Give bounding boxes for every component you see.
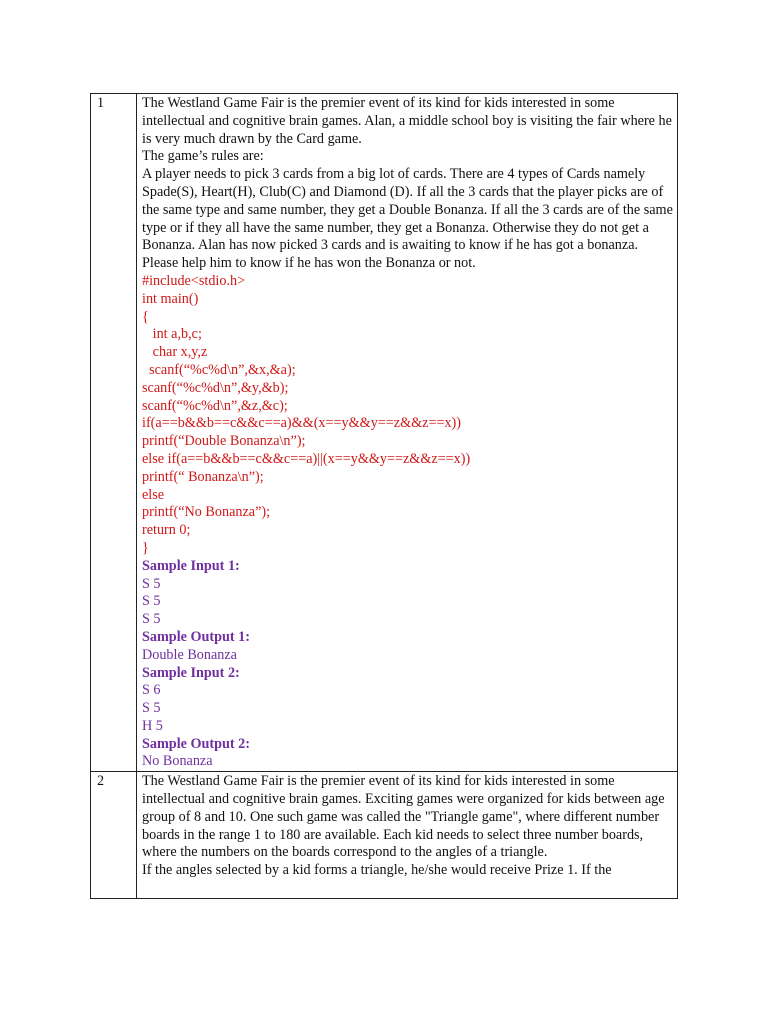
code-line: char x,y,z [142,344,208,361]
problems-table [90,93,678,899]
code-line: scanf(“%c%d\n”,&y,&b); [142,379,289,396]
sample-input-label: Sample Input 2: [142,664,240,681]
code-line: return 0; [142,522,191,539]
problem-statement: The Westland Game Fair is the premier event of its kind for kids interested in some intellectual and cognitive brain games. Alan, a middle school boy is visiting the fair where he is very much drawn by the Card game. [142,95,672,147]
code-line: scanf(“%c%d\n”,&z,&c); [142,397,288,414]
table-row [91,94,678,772]
code-line: } [142,539,149,556]
code-line: #include<stdio.h> [142,272,246,289]
code-line: if(a==b&&b==c&&c==a)&&(x==y&&y==z&&z==x)) [142,415,462,432]
code-line: scanf(“%c%d\n”,&x,&a); [142,361,296,378]
code-line: printf(“No Bonanza”); [142,504,271,521]
table-row [91,772,678,899]
sample-1 [142,558,673,665]
problem-cell [137,772,678,899]
sample-input-label: Sample Input 1: [142,557,240,574]
sample-output-label: Sample Output 1: [142,628,250,645]
code-line: printf(“ Bonanza\n”); [142,468,264,485]
code-block [142,273,673,558]
problem-continuation: If the angles selected by a kid forms a triangle, he/she would receive Prize 1. If the [142,862,612,879]
problem-cell [137,94,678,772]
rules-text: A player needs to pick 3 cards from a big lot of cards. There are 4 types of Cards namely Spade(S), Heart(H), Club(C) and Diamond (D). If all the 3 cards that the player picks are of the same type and same number, they get a Double Bonanza. If all the 3 cards are of the same type or if they all have the same number, they get a Bonanza. Otherwise they do not get a Bonanza. Alan has now picked 3 cards and is awaiting to know if he has got a bonanza. Please help him to know if he has won the Bonanza or not. [142,166,673,272]
sample-input-line: S 5 [142,593,161,610]
sample-output-value: No Bonanza [142,753,213,770]
code-line: printf(“Double Bonanza\n”); [142,433,306,450]
sample-input-line: S 5 [142,611,161,628]
code-line: else [142,486,165,503]
sample-input-line: S 5 [142,700,161,717]
sample-2 [142,665,673,772]
sample-input-line: S 5 [142,575,161,592]
problem-statement: The Westland Game Fair is the premier event of its kind for kids interested in some intellectual and cognitive brain games. Exciting games were organized for kids between age group of 8 and 10. One such game was called the "Triangle game", where different number boards in the range 1 to 180 are available. Each kid needs to select three number boards, where the numbers on the boards correspond to the angles of a triangle. [142,773,665,861]
code-line: { [142,308,149,325]
rules-heading: The game’s rules are: [142,148,264,165]
sample-input-line: S 6 [142,682,161,699]
sample-input-line: H 5 [142,717,163,734]
code-line: int main() [142,290,199,307]
row-number: 1 [91,94,137,772]
row-number: 2 [91,772,137,899]
sample-output-value: Double Bonanza [142,646,237,663]
code-line: else if(a==b&&b==c&&c==a)||(x==y&&y==z&&z==x)) [142,450,471,467]
sample-output-label: Sample Output 2: [142,735,250,752]
code-line: int a,b,c; [142,326,202,343]
